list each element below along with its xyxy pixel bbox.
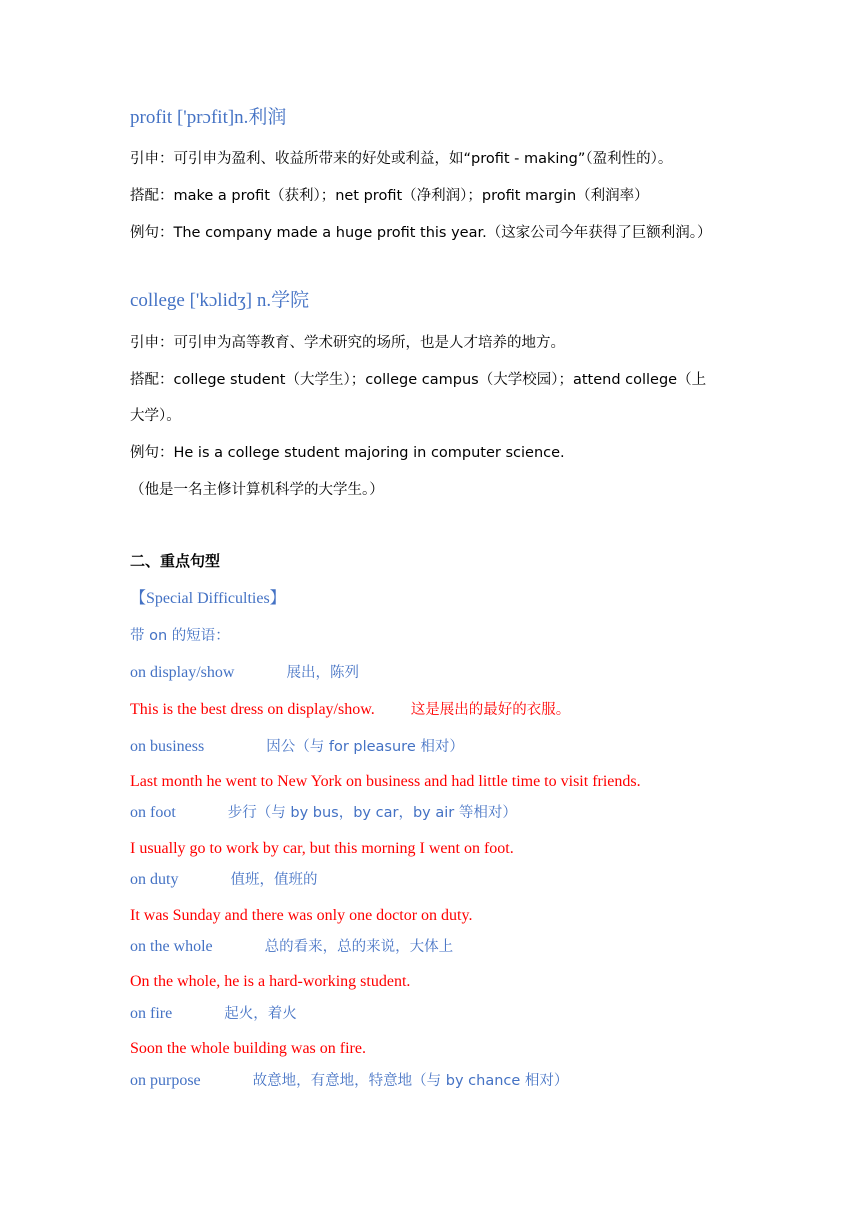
phrase-example-en: This is the best dress on display/show. bbox=[130, 701, 375, 718]
phrase-item bbox=[130, 737, 464, 757]
vocab-collocation-profit: 搭配：make a profit（获利）；net profit（净利润）；profit margin（利润率） bbox=[130, 188, 649, 204]
vocab-example-college: 例句：He is a college student majoring in computer science. bbox=[130, 445, 565, 461]
phrase-cn: 步行（与 by bus，by car，by air 等相对） bbox=[227, 805, 517, 821]
phrase-en: on fire bbox=[130, 1005, 173, 1022]
phrase-example: On the whole, he is a hard-working student. bbox=[130, 973, 411, 990]
phrase-en: on business bbox=[130, 738, 205, 755]
phrase-item bbox=[130, 937, 453, 957]
vocab-collocation-college-line1: 搭配：college student（大学生）；college campus（大学校园）；attend college（上 bbox=[130, 372, 707, 388]
phrase-intro: 带 on 的短语： bbox=[130, 628, 230, 644]
vocab-extension-college: 引申：可引申为高等教育、学术研究的场所，也是人才培养的地方。 bbox=[130, 335, 565, 351]
phrase-en: on display/show bbox=[130, 664, 235, 681]
phrase-en: on foot bbox=[130, 804, 176, 821]
phrase-cn: 因公（与 for pleasure 相对） bbox=[266, 739, 464, 755]
phrase-item bbox=[130, 803, 517, 823]
phrase-cn: 总的看来，总的来说，大体上 bbox=[264, 939, 454, 955]
phrase-item bbox=[130, 1004, 297, 1024]
phrase-example: I usually go to work by car, but this morning I went on foot. bbox=[130, 840, 514, 857]
phrase-example: Soon the whole building was on fire. bbox=[130, 1040, 366, 1057]
special-difficulties-label: 【Special Difficulties】 bbox=[130, 590, 286, 607]
phrase-en: on purpose bbox=[130, 1072, 201, 1089]
phrase-example bbox=[130, 700, 570, 720]
phrase-item bbox=[130, 870, 317, 890]
vocab-headword-college: college ['kɔlidʒ] n.学院 bbox=[130, 290, 310, 311]
phrase-cn: 值班，值班的 bbox=[230, 872, 318, 888]
vocab-example-college-translation: （他是一名主修计算机科学的大学生。） bbox=[130, 482, 384, 498]
phrase-example: Last month he went to New York on business and had little time to visit friends. bbox=[130, 773, 641, 790]
phrase-en: on the whole bbox=[130, 938, 213, 955]
phrase-item bbox=[130, 663, 359, 683]
section-title: 二、重点句型 bbox=[130, 552, 221, 570]
phrase-example-cn: 这是展出的最好的衣服。 bbox=[410, 702, 571, 718]
vocab-extension-profit: 引申：可引申为盈利、收益所带来的好处或利益，如“profit - making”（盈利性的）。 bbox=[130, 151, 673, 167]
phrase-en: on duty bbox=[130, 871, 179, 888]
vocab-collocation-college-line2: 大学）。 bbox=[130, 408, 181, 424]
phrase-cn: 故意地，有意地，特意地（与 by chance 相对） bbox=[252, 1073, 569, 1089]
vocab-example-profit: 例句：The company made a huge profit this year.（这家公司今年获得了巨额利润。） bbox=[130, 225, 712, 241]
phrase-example: It was Sunday and there was only one doctor on duty. bbox=[130, 907, 473, 924]
phrase-item bbox=[130, 1071, 568, 1091]
phrase-cn: 展出，陈列 bbox=[286, 665, 359, 681]
vocab-headword-profit: profit ['prɔfit]n.利润 bbox=[130, 107, 287, 128]
phrase-cn: 起火，着火 bbox=[224, 1006, 297, 1022]
